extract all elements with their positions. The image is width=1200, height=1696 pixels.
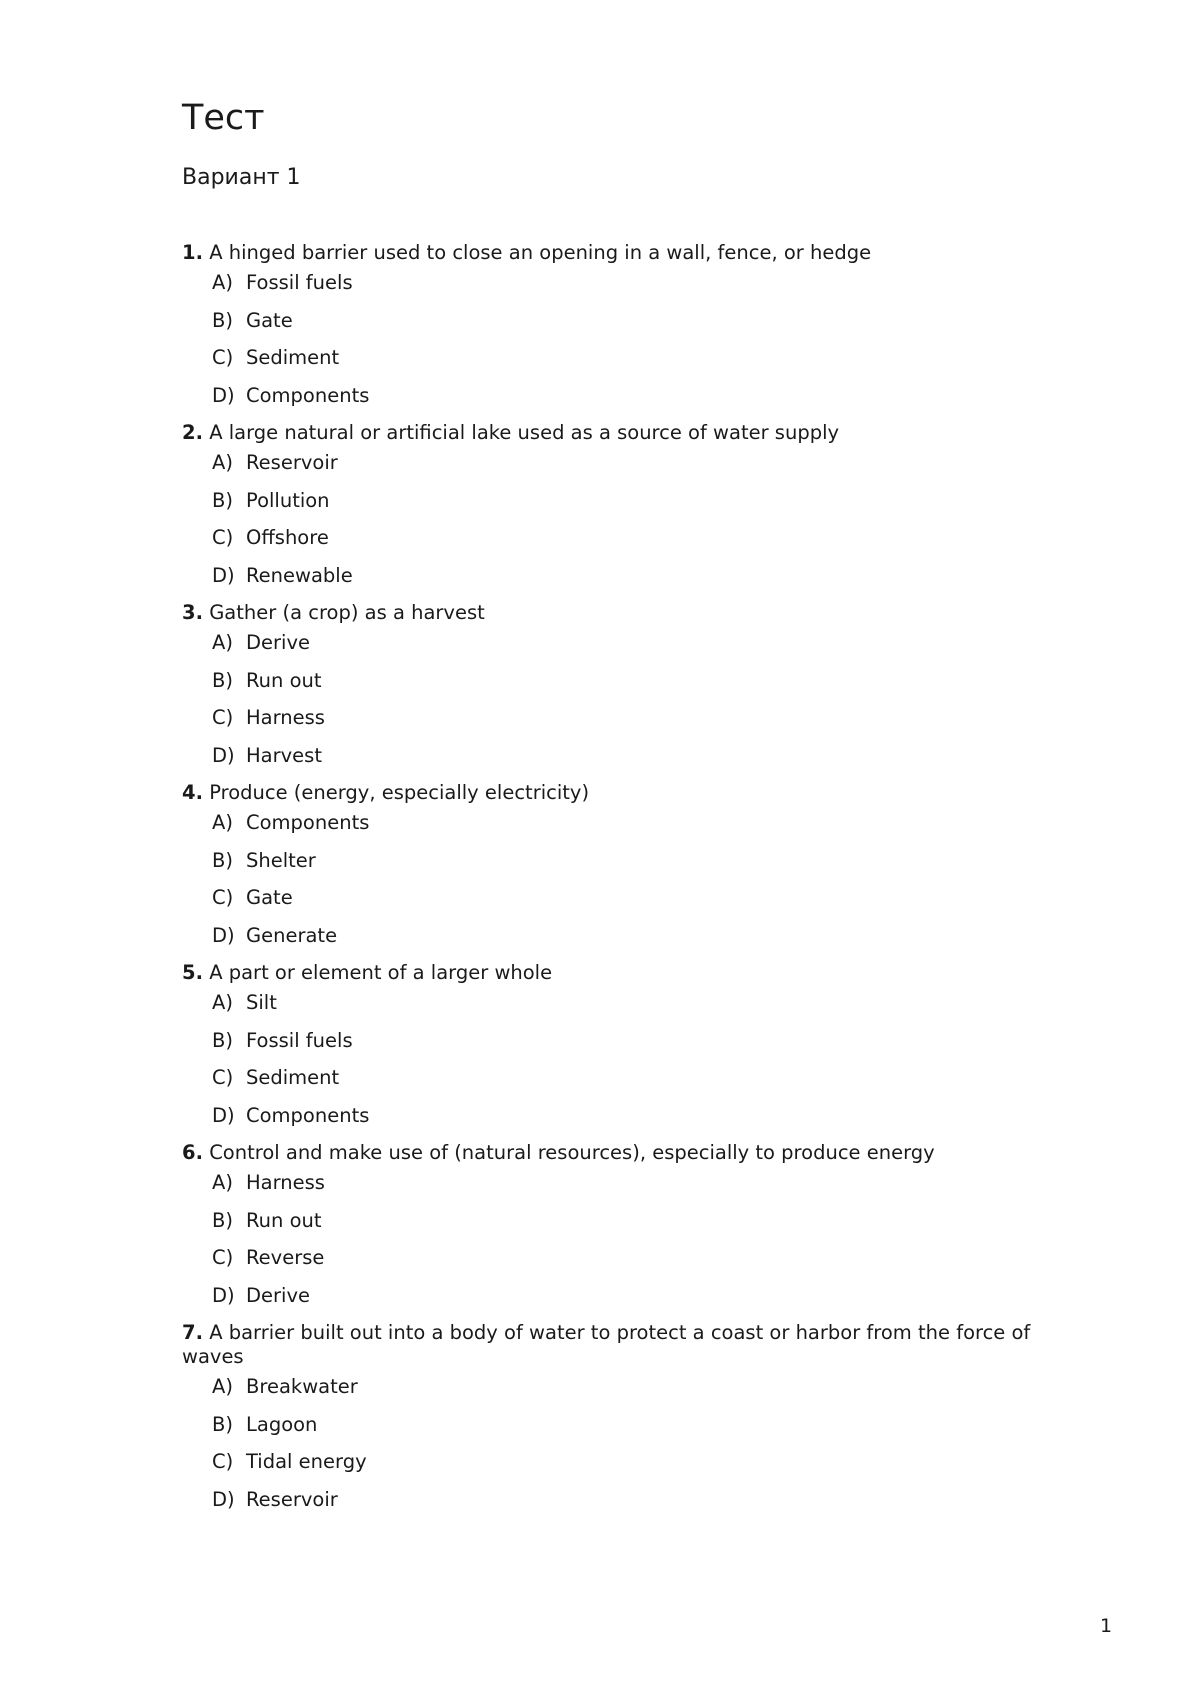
document-page xyxy=(182,0,1082,1696)
question-prompt: A barrier built out into a body of water to protect a coast or harbor from the force of waves xyxy=(182,1321,1031,1368)
option-text: Derive xyxy=(246,1283,310,1307)
page-number: 1 xyxy=(1100,1615,1113,1637)
question-prompt: A large natural or artificial lake used as a source of water supply xyxy=(209,421,840,444)
option-text: Harness xyxy=(246,706,325,729)
option-d[interactable] xyxy=(212,564,1082,588)
option-letter: D) xyxy=(212,563,235,587)
option-d[interactable] xyxy=(212,1488,1082,1512)
option-letter: A) xyxy=(212,811,233,834)
option-d[interactable] xyxy=(212,1104,1082,1128)
option-text: Derive xyxy=(246,631,310,654)
option-d[interactable] xyxy=(212,384,1082,408)
option-c[interactable] xyxy=(212,706,1082,730)
option-letter: B) xyxy=(212,488,233,512)
answer-options xyxy=(182,991,1082,1128)
question-1 xyxy=(182,241,1082,408)
option-a[interactable] xyxy=(212,811,1082,835)
option-a[interactable] xyxy=(212,271,1082,295)
option-a[interactable] xyxy=(212,1375,1082,1399)
option-letter: B) xyxy=(212,1412,233,1436)
option-text: Tidal energy xyxy=(246,1450,367,1473)
option-text: Lagoon xyxy=(246,1412,318,1436)
question-prompt: Control and make use of (natural resources), especially to produce energy xyxy=(209,1141,935,1164)
option-letter: A) xyxy=(212,451,233,474)
answer-options xyxy=(182,1171,1082,1308)
option-d[interactable] xyxy=(212,924,1082,948)
option-text: Harvest xyxy=(246,743,322,767)
question-number: 3. xyxy=(182,601,203,624)
option-letter: A) xyxy=(212,271,233,294)
option-text: Reservoir xyxy=(246,1487,338,1511)
option-b[interactable] xyxy=(212,309,1082,333)
question-list xyxy=(182,241,1082,1525)
document-title: Тест xyxy=(182,98,265,138)
option-d[interactable] xyxy=(212,1284,1082,1308)
question-prompt: A hinged barrier used to close an opening in a wall, fence, or hedge xyxy=(209,241,872,264)
option-text: Fossil fuels xyxy=(246,271,353,294)
option-d[interactable] xyxy=(212,744,1082,768)
option-text: Run out xyxy=(246,668,322,692)
question-number: 2. xyxy=(182,421,203,444)
option-letter: C) xyxy=(212,706,234,729)
question-number: 4. xyxy=(182,781,203,804)
option-text: Gate xyxy=(246,308,293,332)
question-text xyxy=(182,781,1082,805)
option-text: Components xyxy=(246,1103,370,1127)
option-text: Silt xyxy=(246,991,277,1014)
question-text xyxy=(182,1141,1082,1165)
question-text xyxy=(182,961,1082,985)
option-c[interactable] xyxy=(212,1246,1082,1270)
question-number: 1. xyxy=(182,241,203,264)
question-6 xyxy=(182,1141,1082,1308)
answer-options xyxy=(182,631,1082,768)
question-number: 5. xyxy=(182,961,203,984)
option-a[interactable] xyxy=(212,631,1082,655)
question-text xyxy=(182,1321,1082,1369)
option-text: Harness xyxy=(246,1171,325,1194)
question-4 xyxy=(182,781,1082,948)
option-c[interactable] xyxy=(212,1450,1082,1474)
option-letter: A) xyxy=(212,991,233,1014)
question-7 xyxy=(182,1321,1082,1512)
option-letter: A) xyxy=(212,1375,233,1398)
variant-heading: Вариант 1 xyxy=(182,165,301,190)
option-text: Offshore xyxy=(246,526,329,549)
option-text: Reverse xyxy=(246,1246,325,1269)
answer-options xyxy=(182,451,1082,588)
option-text: Reservoir xyxy=(246,451,338,474)
question-number: 6. xyxy=(182,1141,203,1164)
option-letter: D) xyxy=(212,1283,235,1307)
option-text: Breakwater xyxy=(246,1375,358,1398)
option-letter: D) xyxy=(212,743,235,767)
option-a[interactable] xyxy=(212,1171,1082,1195)
option-b[interactable] xyxy=(212,1029,1082,1053)
question-3 xyxy=(182,601,1082,768)
option-b[interactable] xyxy=(212,669,1082,693)
option-letter: B) xyxy=(212,848,233,872)
option-text: Gate xyxy=(246,886,293,909)
option-letter: C) xyxy=(212,1246,234,1269)
option-b[interactable] xyxy=(212,1209,1082,1233)
option-text: Shelter xyxy=(246,848,316,872)
option-text: Sediment xyxy=(246,346,340,369)
option-letter: B) xyxy=(212,1028,233,1052)
option-letter: B) xyxy=(212,1208,233,1232)
option-a[interactable] xyxy=(212,451,1082,475)
option-letter: C) xyxy=(212,346,234,369)
option-text: Sediment xyxy=(246,1066,340,1089)
question-2 xyxy=(182,421,1082,588)
answer-options xyxy=(182,811,1082,948)
option-letter: D) xyxy=(212,923,235,947)
option-c[interactable] xyxy=(212,526,1082,550)
option-letter: C) xyxy=(212,886,234,909)
question-5 xyxy=(182,961,1082,1128)
option-text: Run out xyxy=(246,1208,322,1232)
option-c[interactable] xyxy=(212,346,1082,370)
option-a[interactable] xyxy=(212,991,1082,1015)
answer-options xyxy=(182,271,1082,408)
answer-options xyxy=(182,1375,1082,1512)
option-letter: C) xyxy=(212,1450,234,1473)
question-number: 7. xyxy=(182,1321,203,1344)
question-text xyxy=(182,241,1082,265)
question-prompt: Produce (energy, especially electricity) xyxy=(209,781,590,804)
option-b[interactable] xyxy=(212,1413,1082,1437)
option-letter: B) xyxy=(212,308,233,332)
question-text xyxy=(182,421,1082,445)
option-letter: C) xyxy=(212,526,234,549)
question-prompt: A part or element of a larger whole xyxy=(209,961,553,984)
option-letter: C) xyxy=(212,1066,234,1089)
question-text xyxy=(182,601,1082,625)
option-text: Components xyxy=(246,383,370,407)
option-text: Fossil fuels xyxy=(246,1028,353,1052)
option-b[interactable] xyxy=(212,849,1082,873)
option-text: Pollution xyxy=(246,488,330,512)
question-prompt: Gather (a crop) as a harvest xyxy=(209,601,485,624)
option-text: Generate xyxy=(246,923,338,947)
option-text: Renewable xyxy=(246,563,353,587)
option-letter: D) xyxy=(212,383,235,407)
option-c[interactable] xyxy=(212,1066,1082,1090)
option-b[interactable] xyxy=(212,489,1082,513)
option-letter: A) xyxy=(212,631,233,654)
option-c[interactable] xyxy=(212,886,1082,910)
option-letter: A) xyxy=(212,1171,233,1194)
option-letter: D) xyxy=(212,1103,235,1127)
option-text: Components xyxy=(246,811,370,834)
option-letter: D) xyxy=(212,1487,235,1511)
option-letter: B) xyxy=(212,668,233,692)
